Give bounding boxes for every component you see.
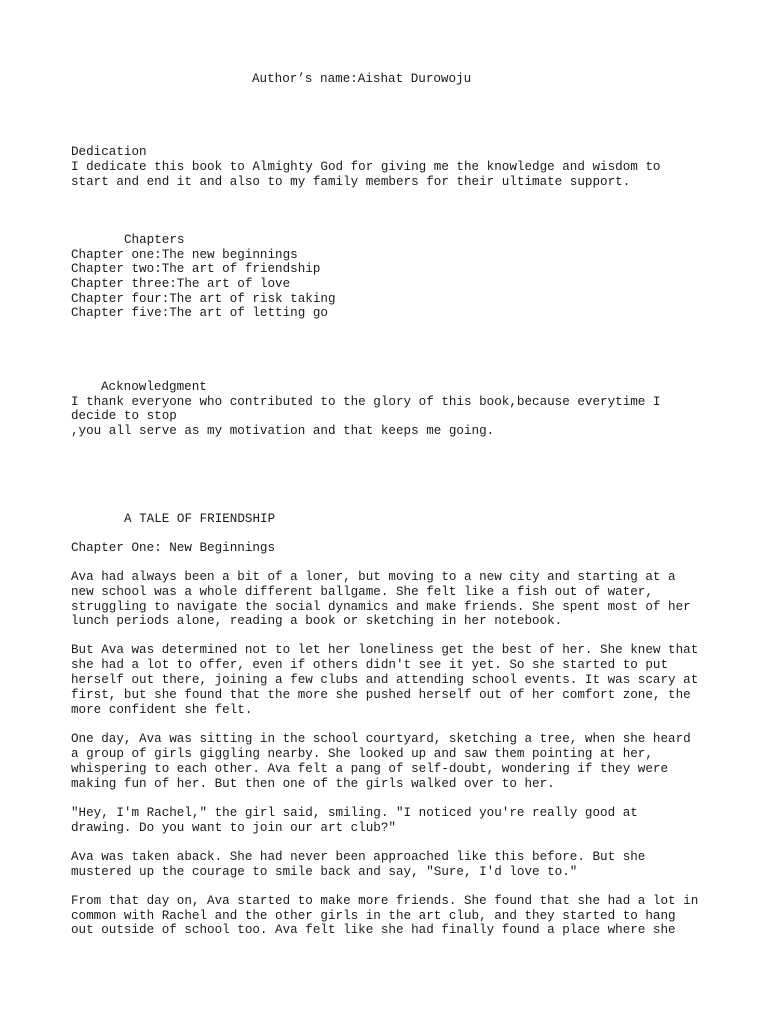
author-name: Author’s name:Aishat Durowoju <box>252 72 472 86</box>
dedication-line: start and end it and also to my family members for their ultimate support. <box>71 175 631 189</box>
paragraph-line: One day, Ava was sitting in the school courtyard, sketching a tree, when she heard <box>71 732 691 746</box>
acknowledgment-heading: Acknowledgment <box>101 380 207 394</box>
paragraph-line: out outside of school too. Ava felt like she had finally found a place where she <box>71 923 676 937</box>
chapter-list-item: Chapter three:The art of love <box>71 277 291 291</box>
paragraph-line: making fun of her. But then one of the girls walked over to her. <box>71 777 555 791</box>
paragraph-line: first, but she found that the more she pushed herself out of her comfort zone, the <box>71 688 691 702</box>
chapter-list-item: Chapter four:The art of risk taking <box>71 292 336 306</box>
paragraph-line: mustered up the courage to smile back and say, "Sure, I'd love to." <box>71 865 578 879</box>
paragraph-line: common with Rachel and the other girls in the art club, and they started to hang <box>71 909 676 923</box>
chapter-list-item: Chapter two:The art of friendship <box>71 262 321 276</box>
paragraph-line: Ava was taken aback. She had never been approached like this before. But she <box>71 850 646 864</box>
paragraph-line: a group of girls giggling nearby. She looked up and saw them pointing at her, <box>71 747 653 761</box>
acknowledgment-line: decide to stop <box>71 409 177 423</box>
paragraph-line: But Ava was determined not to let her loneliness get the best of her. She knew that <box>71 643 699 657</box>
acknowledgment-line: I thank everyone who contributed to the glory of this book,because everytime I <box>71 395 661 409</box>
paragraph-line: drawing. Do you want to join our art club?" <box>71 821 396 835</box>
dedication-heading: Dedication <box>71 145 147 159</box>
dedication-line: I dedicate this book to Almighty God for giving me the knowledge and wisdom to <box>71 160 661 174</box>
chapter-list-item: Chapter five:The art of letting go <box>71 306 328 320</box>
paragraph-line: struggling to navigate the social dynamics and make friends. She spent most of her <box>71 600 691 614</box>
paragraph-line: more confident she felt. <box>71 703 253 717</box>
chapters-heading: Chapters <box>124 233 185 247</box>
paragraph-line: she had a lot to offer, even if others didn't see it yet. So she started to put <box>71 658 669 672</box>
chapter-list-item: Chapter one:The new beginnings <box>71 248 298 262</box>
paragraph-line: new school was a whole different ballgame. She felt like a fish out of water, <box>71 585 653 599</box>
paragraph-line: From that day on, Ava started to make more friends. She found that she had a lot in <box>71 894 699 908</box>
chapter-title: Chapter One: New Beginnings <box>71 541 276 555</box>
paragraph-line: lunch periods alone, reading a book or sketching in her notebook. <box>71 614 563 628</box>
paragraph-line: whispering to each other. Ava felt a pang of self-doubt, wondering if they were <box>71 762 669 776</box>
paragraph-line: "Hey, I'm Rachel," the girl said, smiling. "I noticed you're really good at <box>71 806 638 820</box>
story-title: A TALE OF FRIENDSHIP <box>124 512 276 526</box>
paragraph-line: herself out there, joining a few clubs and attending school events. It was scary at <box>71 673 699 687</box>
paragraph-line: Ava had always been a bit of a loner, but moving to a new city and starting at a <box>71 570 676 584</box>
acknowledgment-line: ,you all serve as my motivation and that keeps me going. <box>71 424 495 438</box>
